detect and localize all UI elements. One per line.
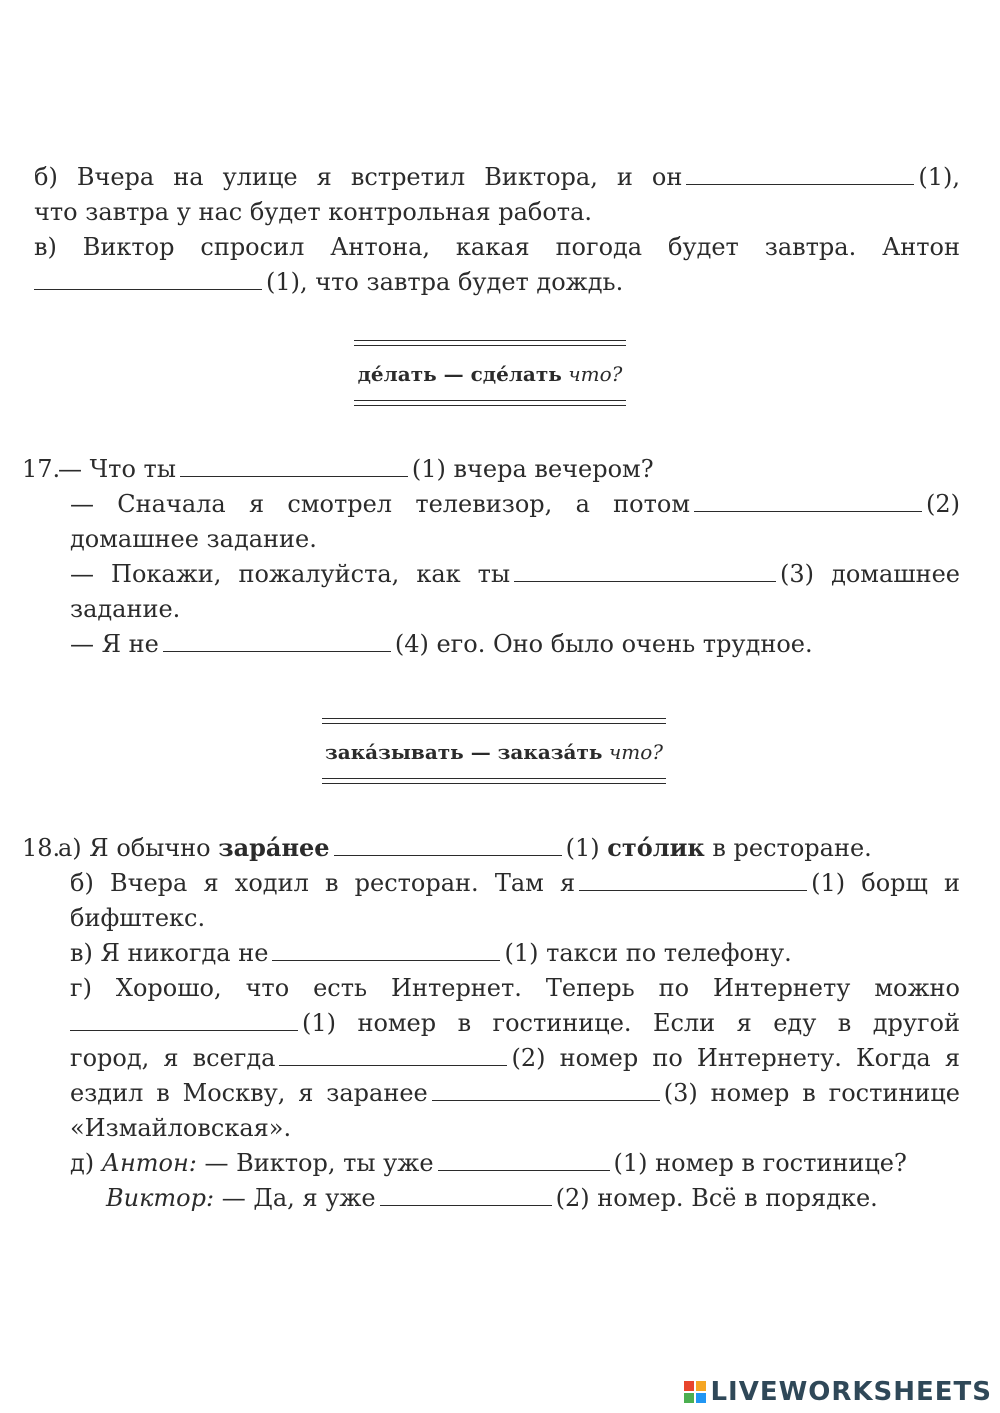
- blank-input[interactable]: [34, 267, 262, 290]
- logo-square: [696, 1381, 706, 1391]
- blank-input[interactable]: [334, 833, 562, 856]
- blank-input[interactable]: [70, 1008, 298, 1031]
- exercise-17: 17.— Что ты (1) вчера вечером? — Сначала я смотрел телевизор, а потом (2) домашнее задание. — Покажи, пожалуйста, как ты (3) домашнее задание. — Я не (4) его. Оно было очень трудное.: [34, 452, 960, 662]
- exercise-number: 18.: [22, 834, 61, 862]
- exercise-18: 18.а) Я обычно зара́нее (1) сто́лик в ресторане. б) Вчера я ходил в ресторан. Там я (1) борщ и бифштекс. в) Я никогда не (1) такси по телефону. г) Хорошо, что есть Интернет. Теперь по Интернету можно (1) номер в гостинице. Если я еду в другой город, я всегда (2) номер по Интернету. Когда я ездил в Москву, я заранее (3) номер в гостинице «Измайловская». д) Антон: — Виктор, ты уже (1) номер в гостинице? Виктор: — Да, я уже (2) номер. Всё в порядке.: [22, 833, 961, 1212]
- divider: [354, 400, 626, 406]
- logo-mark-icon: [684, 1381, 706, 1403]
- blank-input[interactable]: [694, 489, 922, 512]
- blank-input[interactable]: [279, 1043, 507, 1066]
- section-header-delat: де́лать — сде́лать что?: [354, 340, 626, 406]
- blank-input[interactable]: [514, 559, 776, 582]
- part-b-line-2: что завтра у нас будет контрольная работа.: [34, 198, 592, 226]
- section-header-zakazyvat: зака́зывать — заказа́ть что?: [322, 718, 666, 784]
- exercise-16-continuation: [34, 160, 960, 300]
- liveworksheets-logo: LIVEWORKSHEETS: [684, 1377, 992, 1407]
- blank-input[interactable]: [579, 868, 807, 891]
- blank-input[interactable]: [180, 454, 408, 477]
- blank-input[interactable]: [380, 1183, 552, 1206]
- logo-square: [684, 1393, 694, 1403]
- blank-input[interactable]: [438, 1148, 610, 1171]
- blank-input[interactable]: [432, 1078, 660, 1101]
- blank-input[interactable]: [163, 629, 391, 652]
- part-v-line-1: в) Виктор спросил Антона, какая погода будет завтра. Антон: [34, 233, 960, 261]
- exercise-number: 17.: [22, 455, 61, 483]
- logo-square: [684, 1381, 694, 1391]
- blank-input[interactable]: [272, 938, 500, 961]
- part-v-line-2: (1), что завтра будет дождь.: [34, 265, 960, 300]
- blank-input[interactable]: [686, 162, 914, 185]
- logo-square: [696, 1393, 706, 1403]
- part-b-line-1: б) Вчера на улице я встретил Виктора, и он (1),: [34, 163, 960, 191]
- divider: [322, 778, 666, 784]
